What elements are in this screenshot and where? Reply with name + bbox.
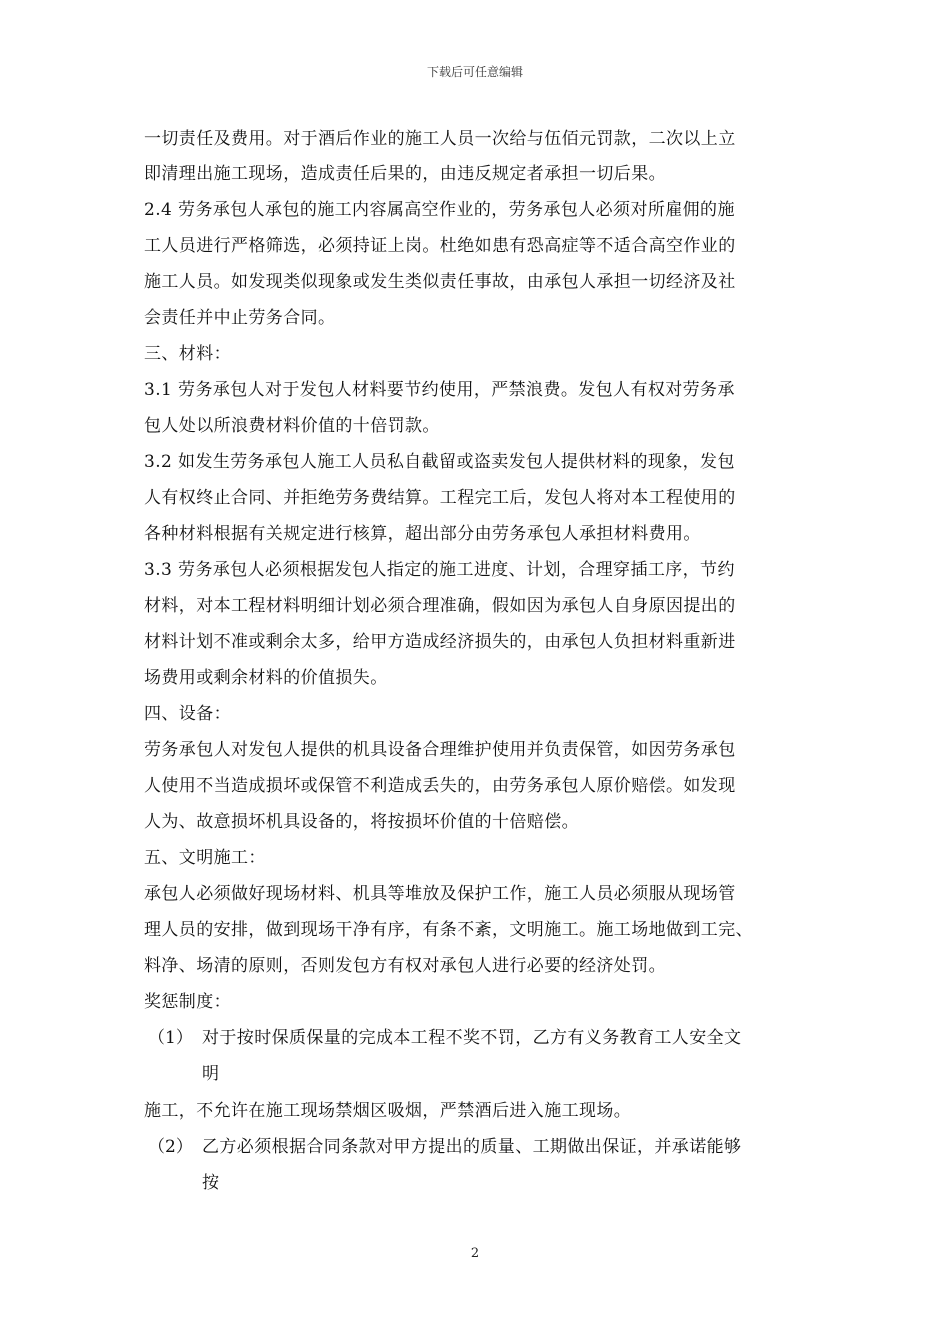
text-line: 人有权终止合同、并拒绝劳务费结算。工程完工后，发包人将对本工程使用的 [144,488,736,508]
section-heading-rewards-penalties: 奖惩制度： [144,992,231,1012]
text-line: 会责任并中止劳务合同。 [144,308,336,328]
text-line: 承包人必须做好现场材料、机具等堆放及保护工作，施工人员必须服从现场管 [144,884,736,904]
page-number: 2 [470,1246,480,1261]
text-line: 工人员进行严格筛选，必须持证上岗。杜绝如患有恐高症等不适合高空作业的 [144,236,736,256]
text-line: 场费用或剩余材料的价值损失。 [144,668,388,688]
text-line: 人使用不当造成损坏或保管不利造成丢失的，由劳务承包人原价赔偿。如发现 [144,776,736,796]
section-heading-equipment: 四、设备： [144,704,231,724]
text-line: 即清理出施工现场，造成责任后果的，由违反规定者承担一切后果。 [144,164,666,184]
text-line: 材料，对本工程材料明细计划必须合理准确，假如因为承包人自身原因提出的 [144,596,736,616]
section-heading-materials: 三、材料： [144,344,231,364]
text-line: 劳务承包人对发包人提供的机具设备合理维护使用并负责保管，如因劳务承包 [144,740,736,760]
text-line: 2.4 劳务承包人承包的施工内容属高空作业的，劳务承包人必须对所雇佣的施 [144,200,735,220]
text-line: 3.1 劳务承包人对于发包人材料要节约使用，严禁浪费。发包人有权对劳务承 [144,380,735,400]
list-item-text: 按 [202,1173,220,1193]
text-line: 包人处以所浪费材料价值的十倍罚款。 [144,416,440,436]
text-line: 3.3 劳务承包人必须根据发包人指定的施工进度、计划，合理穿插工序，节约 [144,560,735,580]
text-line: 一切责任及费用。对于酒后作业的施工人员一次给与伍佰元罚款，二次以上立 [144,129,736,149]
text-line: 材料计划不准或剩余太多，给甲方造成经济损失的，由承包人负担材料重新进 [144,632,736,652]
text-line: 人为、故意损坏机具设备的，将按损坏价值的十倍赔偿。 [144,812,579,832]
list-item-text: 对于按时保质保量的完成本工程不奖不罚，乙方有义务教育工人安全文 [202,1028,742,1048]
text-line: 各种材料根据有关规定进行核算，超出部分由劳务承包人承担材料费用。 [144,524,701,544]
list-item-text: 明 [202,1064,220,1084]
text-line: 施工，不允许在施工现场禁烟区吸烟，严禁酒后进入施工现场。 [144,1101,632,1121]
section-heading-civilized-construction: 五、文明施工： [144,848,266,868]
list-item-number: （1） [148,1028,193,1048]
text-line: 施工人员。如发现类似现象或发生类似责任事故，由承包人承担一切经济及社 [144,272,736,292]
text-line: 理人员的安排，做到现场干净有序，有条不紊，文明施工。施工场地做到工完、 [144,920,753,940]
text-line: 3.2 如发生劳务承包人施工人员私自截留或盗卖发包人提供材料的现象，发包 [144,452,735,472]
page-header: 下载后可任意编辑 [426,65,523,79]
list-item-text: 乙方必须根据合同条款对甲方提出的质量、工期做出保证，并承诺能够 [202,1137,742,1157]
text-line: 料净、场清的原则，否则发包方有权对承包人进行必要的经济处罚。 [144,956,666,976]
list-item-number: （2） [148,1137,193,1157]
